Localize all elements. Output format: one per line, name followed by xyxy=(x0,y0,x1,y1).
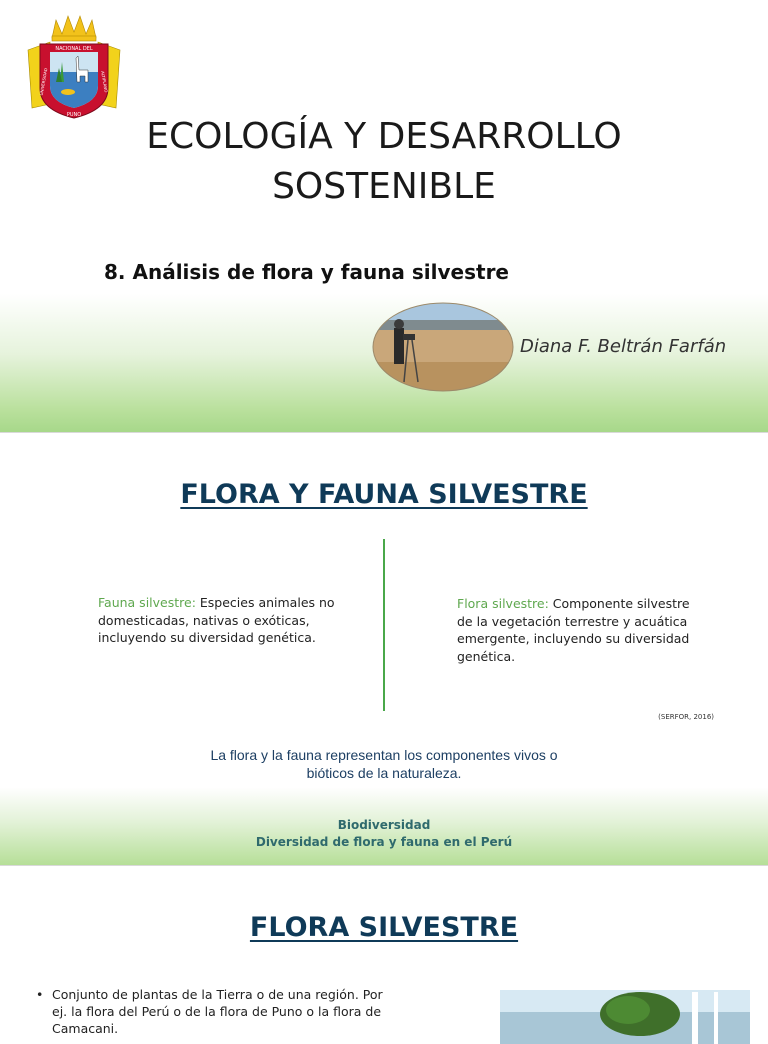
summary-line-2: bióticos de la naturaleza. xyxy=(306,765,462,781)
biodiversity-caption xyxy=(0,817,768,851)
presentation-title xyxy=(100,112,668,212)
flora-fauna-slide xyxy=(0,433,768,865)
author-photo xyxy=(372,302,514,392)
bio-line-1: Biodiversidad xyxy=(337,818,431,832)
fauna-text: Especies animales no domesticadas, nativas o exóticas, incluyendo su diversidad genética. xyxy=(98,595,335,645)
vertical-divider xyxy=(383,539,385,711)
university-crest-logo xyxy=(22,12,126,120)
logo-text-puno: PUNO xyxy=(66,112,82,118)
slide-title: FLORA Y FAUNA SILVESTRE xyxy=(180,479,588,510)
slide-title: FLORA SILVESTRE xyxy=(249,912,519,943)
flora-text: Componente silvestre de la vegetación terrestre y acuática emergente, incluyendo su diversidad genética. xyxy=(457,596,690,664)
citation: (SERFOR, 2016) xyxy=(658,713,714,721)
title-line-1: ECOLOGÍA Y DESARROLLO xyxy=(146,116,622,157)
tree-photo xyxy=(500,984,750,1044)
bullet-list xyxy=(36,986,386,1037)
summary-text xyxy=(0,746,768,782)
bio-line-2: Diversidad de flora y fauna en el Perú xyxy=(255,835,513,849)
flora-silvestre-slide xyxy=(0,866,768,1036)
presentation-subtitle: 8. Análisis de flora y fauna silvestre xyxy=(104,260,509,284)
fauna-definition xyxy=(98,594,338,647)
title-slide xyxy=(0,0,768,432)
summary-line-1: La flora y la fauna representan los componentes vivos o xyxy=(210,747,558,763)
fauna-term: Fauna silvestre: xyxy=(98,595,196,610)
author-name: Diana F. Beltrán Farfán xyxy=(520,336,727,357)
flora-definition xyxy=(457,595,707,665)
list-item: • Conjunto de plantas de la Tierra o de una región. Por ej. la flora del Perú o de la flora de Puno o la flora de Camacani. xyxy=(36,986,386,1037)
logo-text-universidad: UNIVERSIDAD xyxy=(38,67,49,96)
title-line-2: SOSTENIBLE xyxy=(272,166,496,207)
flora-term: Flora silvestre: xyxy=(457,596,549,611)
logo-text-nacional: NACIONAL DEL xyxy=(55,46,93,52)
logo-text-altiplano: ALTIPLANO xyxy=(100,70,109,93)
